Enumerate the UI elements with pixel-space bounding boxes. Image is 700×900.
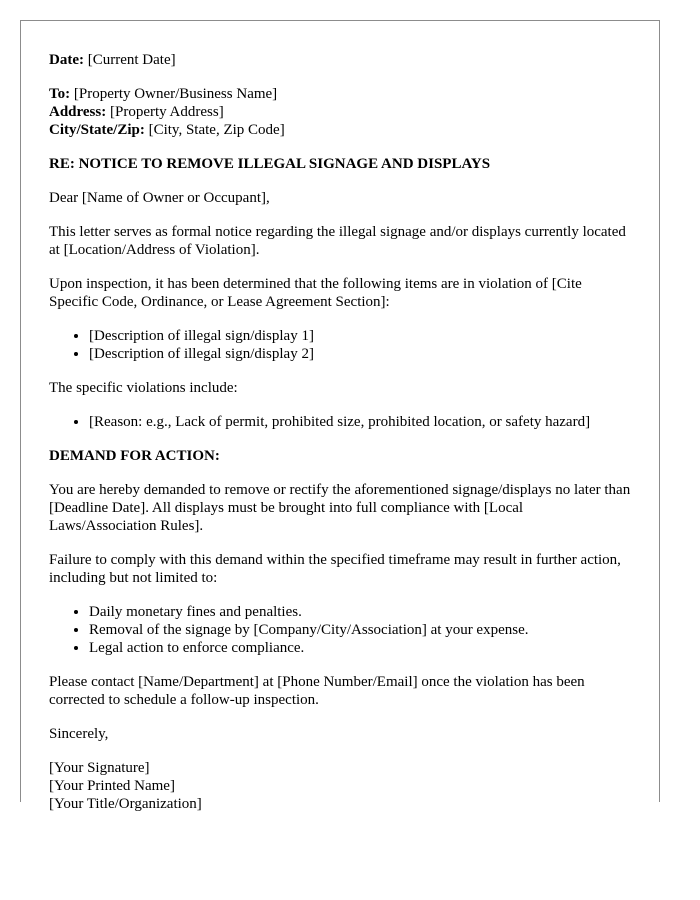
to-label: To:: [49, 86, 71, 102]
demand-heading: DEMAND FOR ACTION:: [49, 448, 220, 464]
violations-intro: The specific violations include:: [49, 380, 238, 396]
items-list: [49, 327, 631, 363]
signature-line: [Your Signature]: [49, 760, 150, 776]
address-value: [Property Address]: [109, 104, 224, 120]
to-value: [Property Owner/Business Name]: [73, 86, 278, 102]
list-item: • [Reason: e.g., Lack of permit, prohibited size, prohibited location, or safety hazard]: [89, 413, 631, 431]
list-item: • [Description of illegal sign/display 1]: [89, 327, 631, 345]
city-value: [City, State, Zip Code]: [148, 122, 285, 138]
address-line: [49, 103, 631, 121]
address-label: Address:: [49, 104, 107, 120]
contact-paragraph: Please contact [Name/Department] at [Phone Number/Email] once the violation has been corrected to schedule a follow-up inspection.: [49, 674, 585, 708]
closing: Sincerely,: [49, 726, 109, 742]
date-line: [49, 51, 631, 69]
date-label: Date:: [49, 52, 84, 68]
failure-paragraph: Failure to comply with this demand within the specified timeframe may result in further action, including but not limited to:: [49, 552, 621, 586]
signature-block: [49, 759, 631, 813]
consequences-list: [49, 603, 631, 657]
letter-body: [21, 21, 659, 813]
city-label: City/State/Zip:: [49, 122, 145, 138]
demand-paragraph: You are hereby demanded to remove or rectify the aforementioned signage/displays no later than [Deadline Date]. All displays must be brought into full compliance with [Local Laws/Association Rules].: [49, 482, 631, 534]
letter-page: [20, 20, 660, 812]
reasons-list: [49, 413, 631, 431]
to-line: [49, 85, 631, 103]
intro-paragraph: This letter serves as formal notice regarding the illegal signage and/or displays currently located at [Location/Address of Violation].: [49, 224, 626, 258]
salutation: Dear [Name of Owner or Occupant],: [49, 190, 270, 206]
date-value: [Current Date]: [87, 52, 176, 68]
printed-name-line: [Your Printed Name]: [49, 778, 175, 794]
list-item: • Daily monetary fines and penalties.: [89, 603, 631, 621]
recipient-block: [49, 85, 631, 139]
inspection-paragraph: Upon inspection, it has been determined that the following items are in violation of [Cite Specific Code, Ordinance, or Lease Agreement Section]:: [49, 276, 582, 310]
subject-heading: RE: NOTICE TO REMOVE ILLEGAL SIGNAGE AND DISPLAYS: [49, 156, 491, 172]
title-org-line: [Your Title/Organization]: [49, 796, 202, 812]
city-line: [49, 121, 631, 139]
list-item: • [Description of illegal sign/display 2]: [89, 345, 631, 363]
list-item: • Legal action to enforce compliance.: [89, 639, 631, 657]
list-item: • Removal of the signage by [Company/City/Association] at your expense.: [89, 621, 631, 639]
